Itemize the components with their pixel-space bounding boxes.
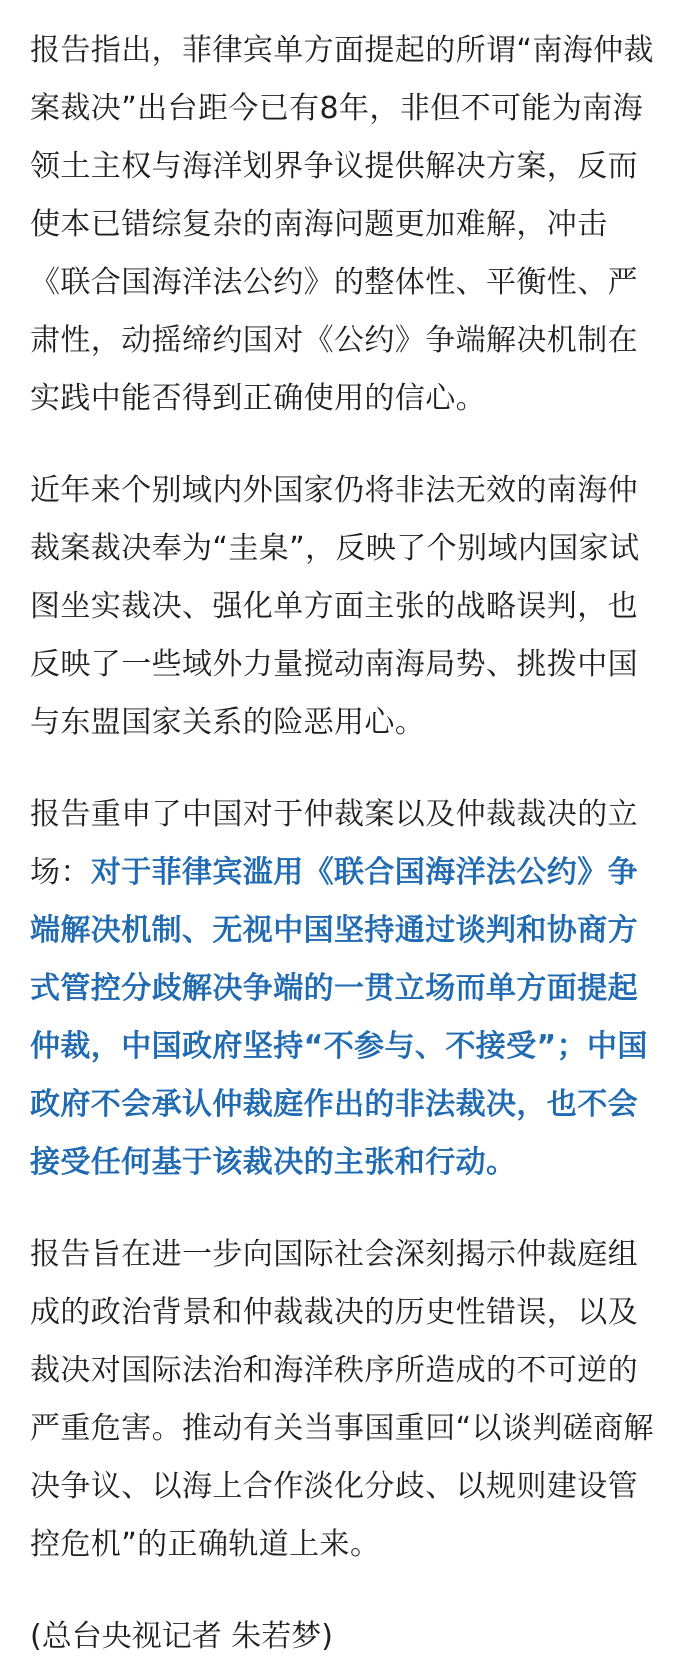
paragraph-report-purpose: 报告旨在进一步向国际社会深刻揭示仲裁庭组成的政治背景和仲裁裁决的历史性错误，以及裁决对国际法治和海洋秩序所造成的不可逆的严重危害。推动有关当事国重回“以谈判磋商解决争议、以海上合作淡化分歧、以规则建设管控危机”的正确轨道上来。 xyxy=(30,1237,654,1562)
position-highlight-text: 对于菲律宾滥用《联合国海洋法公约》争端解决机制、无视中国坚持通过谈判和协商方式管控分歧解决争端的一贯立场而单方面提起仲裁，中国政府坚持“不参与、不接受”；中国政府不会承认仲裁庭作出的非法裁决，也不会接受任何基于该裁决的主张和行动。 xyxy=(30,855,648,1180)
paragraph-regional-context: 近年来个别域内外国家仍将非法无效的南海仲裁案裁决奉为“圭臬”，反映了个别域内国家试图坐实裁决、强化单方面主张的战略误判，也反映了一些域外力量搅动南海局势、挑拨中国与东盟国家关系的险恶用心。 xyxy=(30,473,640,740)
paragraph-report-summary: 报告指出，菲律宾单方面提起的所谓“南海仲裁案裁决”出台距今已有8年，非但不可能为南海领土主权与海洋划界争议提供解决方案，反而使本已错综复杂的南海问题更加难解，冲击《联合国海洋法公约》的整体性、平衡性、严肃性，动摇缔约国对《公约》争端解决机制在实践中能否得到正确使用的信心。 xyxy=(30,33,654,416)
reporter-credit: (总台央视记者 朱若梦) xyxy=(30,1619,333,1654)
paragraph-china-position xyxy=(30,786,660,1192)
position-lead-text: 报告重申了中国对于仲裁案以及仲裁裁决的立场： xyxy=(30,797,638,890)
